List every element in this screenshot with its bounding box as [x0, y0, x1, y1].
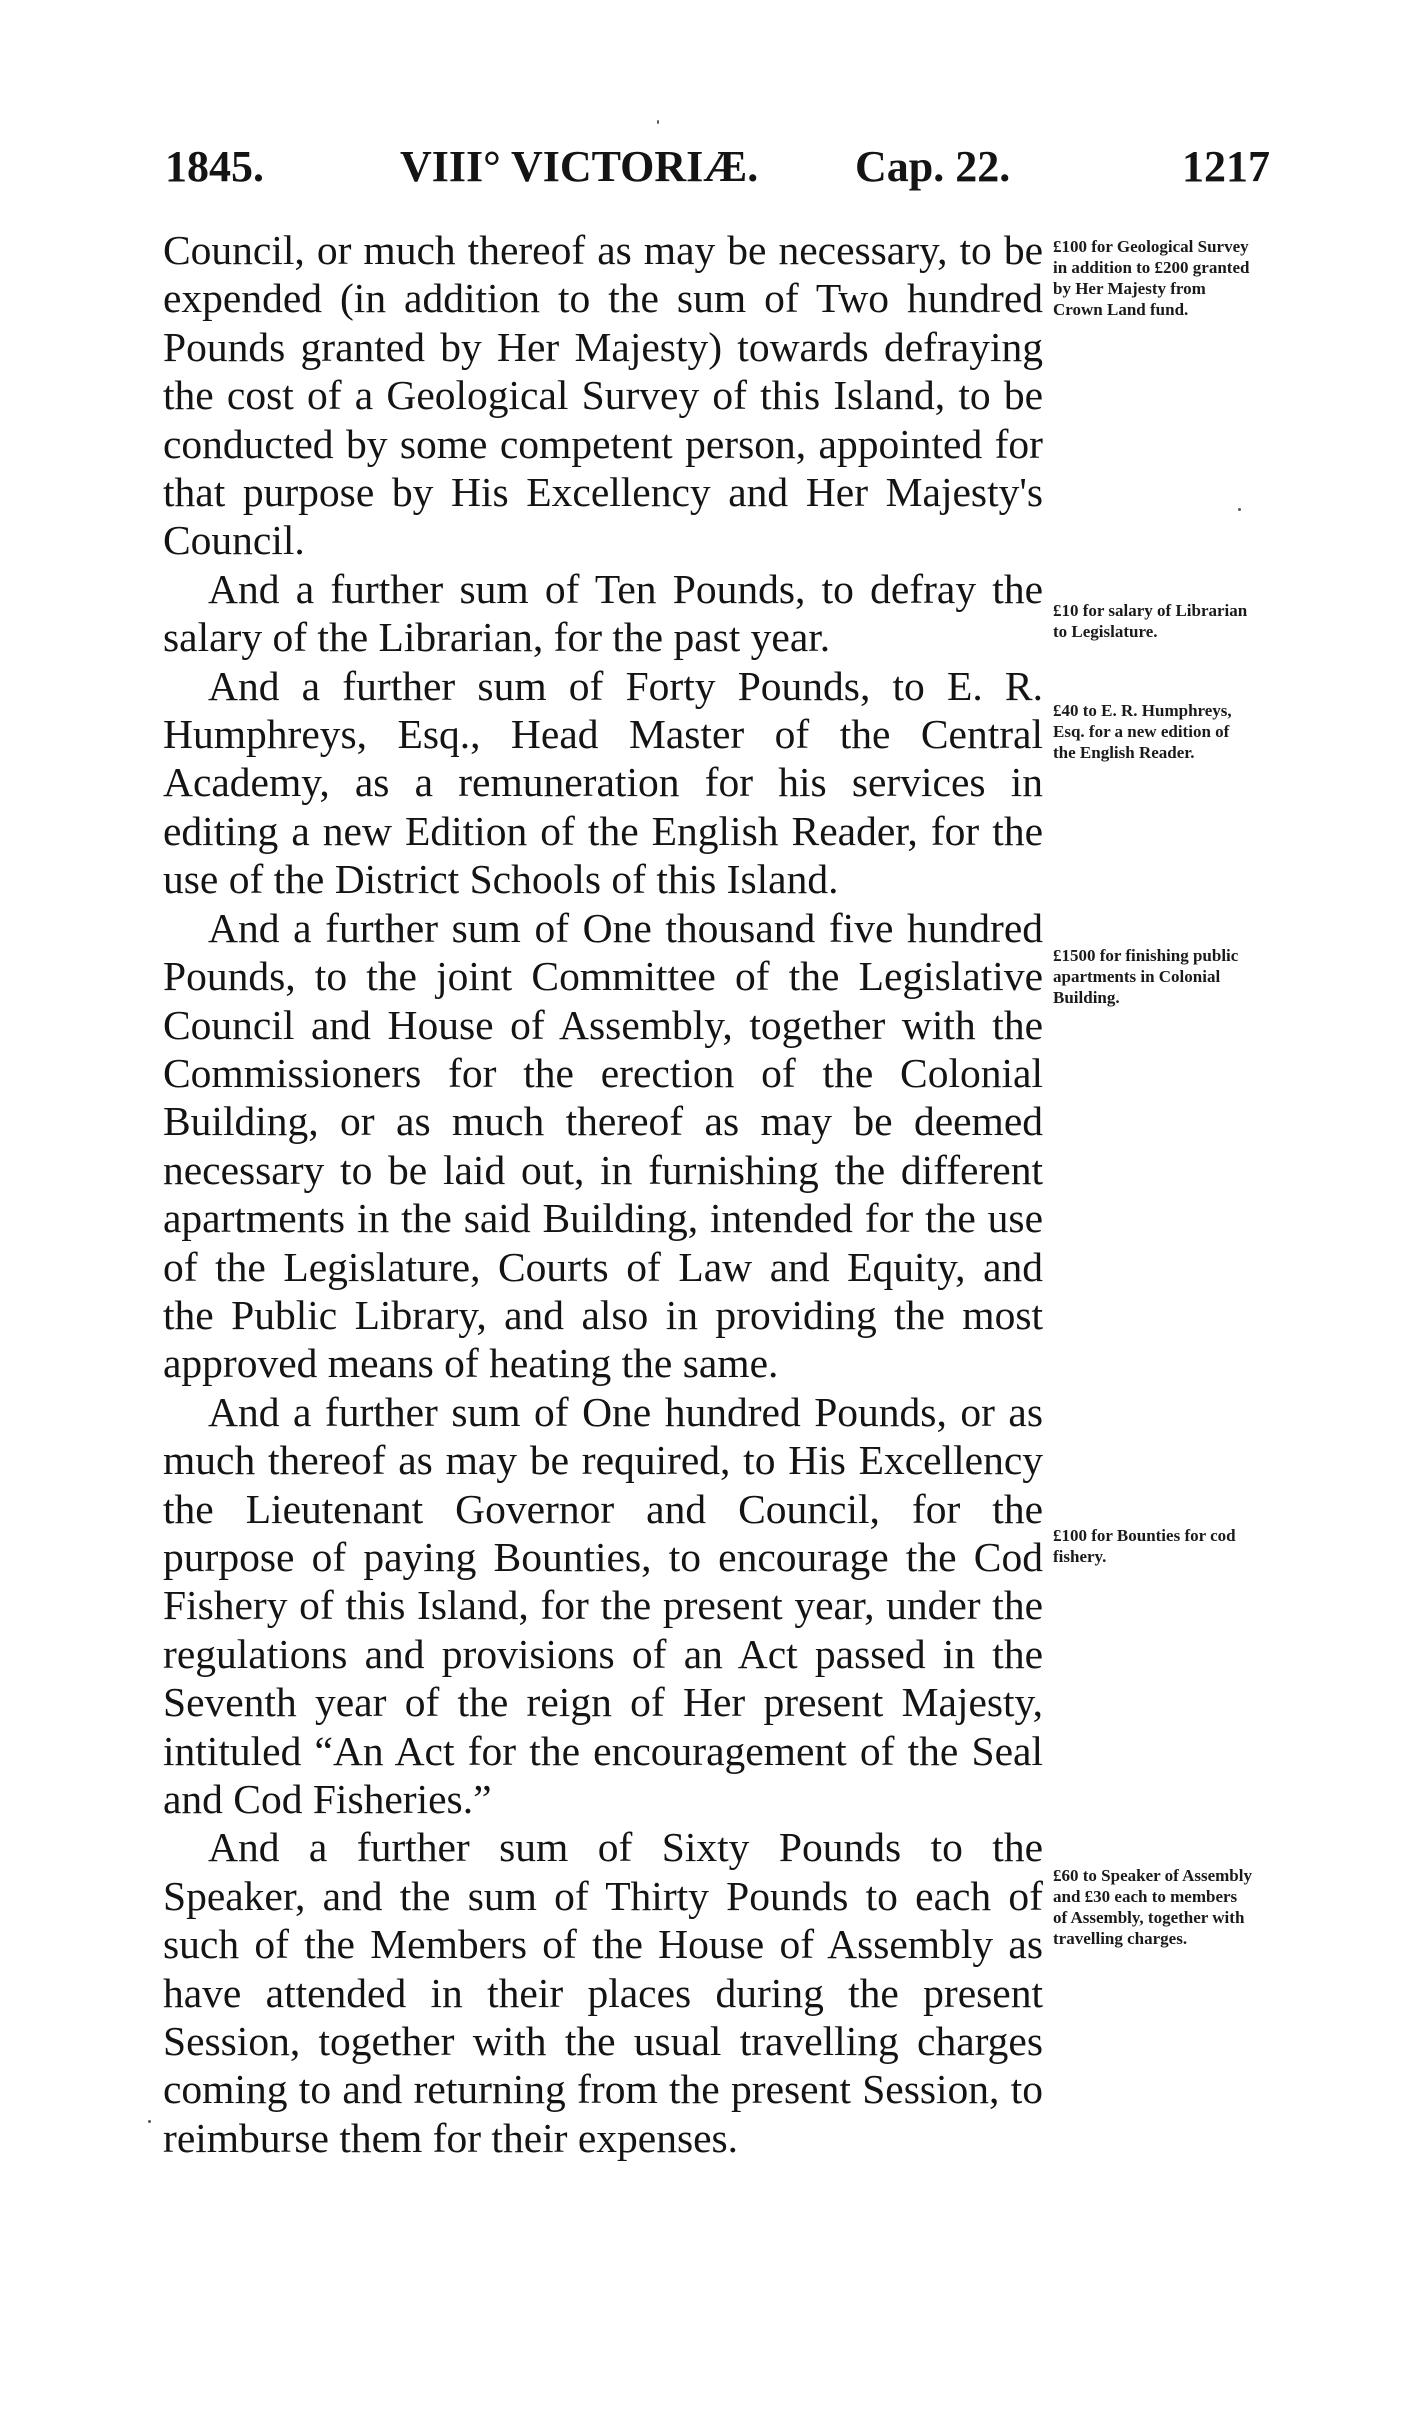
print-speck — [657, 120, 659, 124]
paragraph-librarian: And a further sum of Ten Pounds, to defray the salary of the Librarian, for the past year. — [163, 565, 1043, 661]
header-page-number: 1217 — [1182, 142, 1270, 191]
marginal-note-assembly-members: £60 to Speaker of Assembly and £30 each to members of Assembly, together with travelling charges. — [1053, 1866, 1252, 1948]
header-chapter: Cap. 22. — [855, 142, 1011, 191]
marginal-note-english-reader: £40 to E. R. Humphreys, Esq. for a new edition of the English Reader. — [1053, 701, 1232, 762]
print-speck — [148, 2120, 151, 2123]
marginal-note-librarian: £10 for salary of Librarian to Legislature. — [1053, 601, 1248, 641]
paragraph-english-reader: And a further sum of Forty Pounds, to E. R. Humphreys, Esq., Head Master of the Central Academy, as a remuneration for his services in editing a new Edition of the English Reader, for the use of the District Schools of this Island. — [163, 662, 1043, 903]
marginal-note-geological-survey: £100 for Geological Survey in addition to £200 granted by Her Majesty from Crown Land fund. — [1053, 237, 1250, 319]
header-title: VIII° VICTORIÆ. — [400, 142, 759, 191]
marginal-note-colonial-building: £1500 for finishing public apartments in Colonial Building. — [1053, 946, 1239, 1007]
paragraph-assembly-members: And a further sum of Sixty Pounds to the Speaker, and the sum of Thirty Pounds to each of such of the Members of the House of Assembly as have attended in their places during the present Session, together with the usual travelling charges coming to and returning from the present Session, to reimburse them for their expenses. — [163, 1824, 1043, 2161]
paragraph-cod-fishery: And a further sum of One hundred Pounds, or as much thereof as may be required, to His Excellency the Lieutenant Governor and Council, for the purpose of paying Bounties, to encourage the Cod Fishery of this Island, for the present year, under the regulations and provisions of an Act passed in the Seventh year of the reign of Her present Majesty, intituled “An Act for the encouragement of the Seal and Cod Fisheries.” — [163, 1388, 1043, 1822]
header-year: 1845. — [165, 142, 264, 191]
running-header — [165, 132, 1270, 202]
paragraph-geological-survey: Council, or much thereof as may be necessary, to be expended (in addition to the sum of Two hundred Pounds granted by Her Majesty) towards defraying the cost of a Geological Survey of this Island, to be conducted by some competent person, appointed for that purpose by His Excellency and Her Majesty's Council. — [163, 227, 1043, 564]
main-text-column — [163, 226, 1043, 2162]
print-speck — [1238, 508, 1241, 511]
marginal-note-cod-fishery: £100 for Bounties for cod fishery. — [1053, 1526, 1236, 1566]
paragraph-colonial-building: And a further sum of One thousand five hundred Pounds, to the joint Committee of the Legislative Council and House of Assembly, together with the Commissioners for the erection of the Colonial Building, or as much thereof as may be deemed necessary to be laid out, in furnishing the different apartments in the said Building, intended for the use of the Legislature, Courts of Law and Equity, and the Public Library, and also in providing the most approved means of heating the same. — [163, 904, 1043, 1387]
